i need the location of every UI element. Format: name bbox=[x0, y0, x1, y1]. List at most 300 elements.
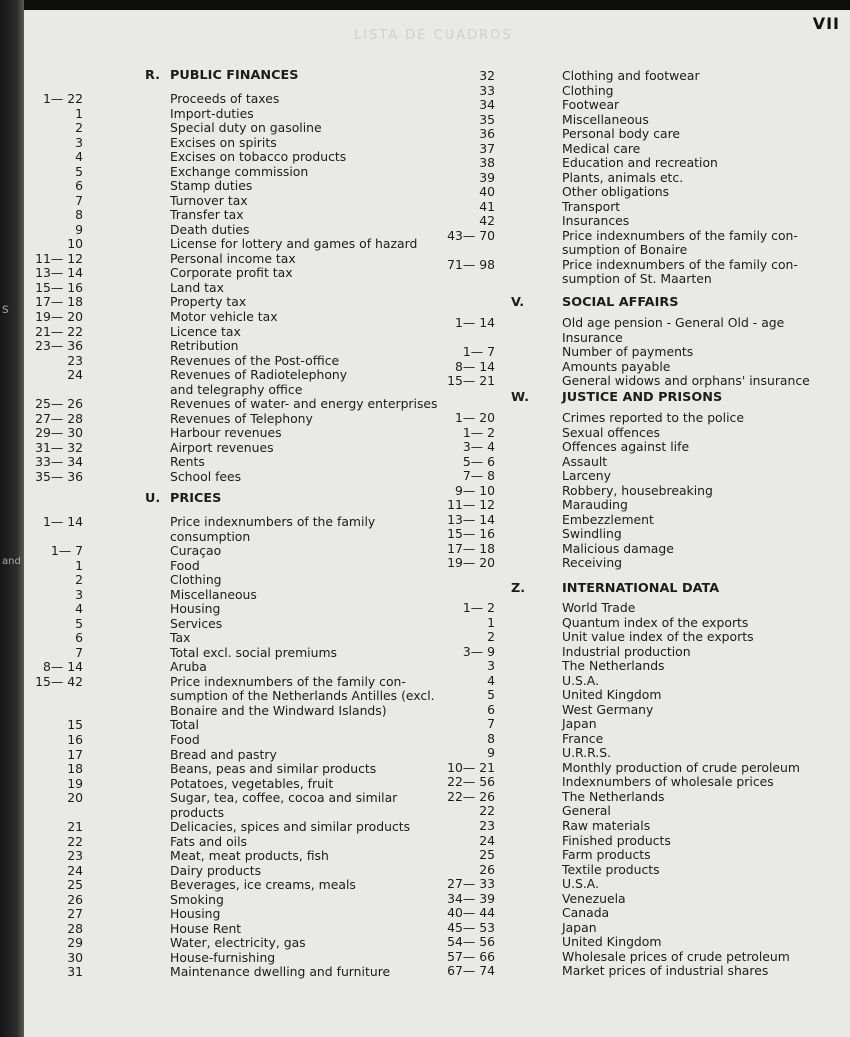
table-number: 24 bbox=[67, 862, 83, 878]
margin-mark: s bbox=[2, 302, 9, 317]
table-number: 3 bbox=[487, 658, 495, 674]
table-number: 37 bbox=[479, 140, 495, 156]
table-title: Maintenance dwelling and furniture bbox=[170, 964, 391, 980]
table-number: 1— 20 bbox=[455, 410, 495, 425]
document-page bbox=[24, 10, 850, 1037]
table-number: 4 bbox=[75, 149, 83, 165]
table-number: 10 bbox=[67, 236, 83, 252]
table-title: Venezuela bbox=[562, 890, 626, 906]
table-number: 25 bbox=[479, 847, 495, 862]
table-title: Finished products bbox=[562, 832, 671, 848]
table-entry bbox=[24, 98, 850, 113]
table-number: 31— 32 bbox=[35, 439, 83, 455]
table-title: Robbery, housebreaking bbox=[562, 482, 713, 498]
table-entry bbox=[24, 921, 850, 936]
table-entry bbox=[24, 229, 850, 244]
table-title: Transfer tax bbox=[170, 207, 244, 223]
table-number: 38 bbox=[479, 155, 495, 171]
table-entry bbox=[24, 345, 850, 360]
table-number: 15— 16 bbox=[447, 526, 495, 542]
table-number: 34— 39 bbox=[447, 890, 495, 906]
table-title: Exchange commission bbox=[170, 163, 309, 179]
table-title: Miscellaneous bbox=[562, 111, 649, 127]
table-entry bbox=[24, 761, 850, 776]
table-entry bbox=[24, 426, 850, 441]
table-number: 15— 16 bbox=[35, 279, 83, 295]
table-number: 4 bbox=[75, 601, 83, 617]
table-title: Amounts payable bbox=[562, 358, 671, 374]
table-title: Property tax bbox=[170, 294, 247, 310]
table-title: Aruba bbox=[170, 659, 207, 675]
table-entry bbox=[24, 717, 850, 732]
table-number: 4 bbox=[487, 672, 495, 688]
table-entry bbox=[24, 935, 850, 950]
table-entry bbox=[24, 498, 850, 513]
table-title: Farm products bbox=[562, 847, 651, 862]
table-entry bbox=[24, 527, 850, 542]
table-title: Malicious damage bbox=[562, 540, 674, 556]
section-letter: Z. bbox=[511, 581, 526, 596]
table-title: Special duty on gasoline bbox=[170, 120, 322, 136]
table-number: 26 bbox=[67, 891, 83, 907]
table-title: Beans, peas and similar products bbox=[170, 761, 377, 776]
table-title: License for lottery and games of hazard bbox=[170, 236, 418, 252]
table-title: Services bbox=[170, 615, 223, 631]
table-title: Footwear bbox=[562, 97, 620, 113]
table-title: The Netherlands bbox=[562, 658, 665, 674]
table-entry bbox=[24, 834, 850, 849]
table-number: 22 bbox=[67, 833, 83, 849]
table-title: Education and recreation bbox=[562, 155, 718, 171]
table-title: Total bbox=[170, 717, 199, 733]
table-title: Swindling bbox=[562, 526, 622, 542]
table-number: 1 bbox=[487, 614, 495, 630]
table-number: 67— 74 bbox=[447, 963, 495, 979]
table-number: 35— 36 bbox=[35, 468, 83, 484]
table-number: 8 bbox=[487, 730, 495, 746]
table-title: Curaçao bbox=[170, 543, 222, 559]
table-number: 7 bbox=[487, 716, 495, 732]
table-title: Revenues of water- and energy enterprises bbox=[170, 396, 438, 412]
table-title: Harbour revenues bbox=[170, 425, 282, 441]
table-number: 29— 30 bbox=[35, 425, 83, 441]
table-title: Old age pension - General Old - age bbox=[562, 315, 785, 330]
table-number: 5 bbox=[487, 687, 495, 703]
table-entry bbox=[24, 69, 850, 84]
table-title: Licence tax bbox=[170, 323, 241, 339]
table-title: Death duties bbox=[170, 221, 250, 237]
table-title: Number of payments bbox=[562, 344, 694, 360]
table-number: 30 bbox=[67, 949, 83, 965]
table-number: 3 bbox=[75, 134, 83, 150]
table-title: West Germany bbox=[562, 701, 654, 717]
table-number: 22— 56 bbox=[447, 774, 495, 790]
table-number: 5 bbox=[75, 163, 83, 179]
table-title: Land tax bbox=[170, 279, 224, 295]
table-entry bbox=[24, 484, 850, 499]
table-number: 1— 7 bbox=[462, 344, 495, 360]
table-title: Potatoes, vegetables, fruit bbox=[170, 775, 334, 791]
table-entry bbox=[24, 804, 850, 819]
table-title: Indexnumbers of wholesale prices bbox=[562, 774, 774, 790]
table-title: Clothing and footwear bbox=[562, 68, 700, 83]
table-title: Sugar, tea, coffee, cocoa and similar bbox=[170, 790, 398, 806]
table-title: Embezzlement bbox=[562, 511, 654, 527]
table-title: sumption of St. Maarten bbox=[562, 271, 712, 287]
table-number: 23— 36 bbox=[35, 338, 83, 353]
table-number: 23 bbox=[479, 818, 495, 833]
table-entry bbox=[24, 659, 850, 674]
table-title: Personal body care bbox=[562, 126, 681, 142]
table-entry bbox=[24, 411, 850, 426]
table-entry bbox=[24, 185, 850, 200]
table-title: Quantum index of the exports bbox=[562, 614, 749, 630]
table-number: 1— 14 bbox=[43, 514, 83, 529]
contents-column-right bbox=[24, 10, 850, 1037]
table-number: 41 bbox=[479, 198, 495, 214]
table-number: 5 bbox=[75, 615, 83, 631]
table-number: 6 bbox=[75, 178, 83, 194]
table-number: 5— 6 bbox=[462, 453, 495, 469]
table-number: 9 bbox=[75, 221, 83, 237]
table-number: 20 bbox=[67, 790, 83, 806]
section-title: SOCIAL AFFAIRS bbox=[562, 295, 679, 310]
table-number: 19— 20 bbox=[447, 555, 495, 571]
table-title: Price indexnumbers of the family con- bbox=[562, 227, 798, 243]
table-title: Price indexnumbers of the family bbox=[170, 514, 376, 529]
table-title: Textile products bbox=[562, 861, 660, 877]
table-number: 7— 8 bbox=[462, 468, 495, 484]
table-title: Offences against life bbox=[562, 439, 690, 455]
table-number: 33— 34 bbox=[35, 454, 83, 470]
table-entry bbox=[24, 200, 850, 215]
table-entry bbox=[24, 863, 850, 878]
table-number: 2 bbox=[75, 572, 83, 588]
table-entry bbox=[24, 645, 850, 660]
table-number: 13— 14 bbox=[35, 265, 83, 281]
table-title: U.S.A. bbox=[562, 672, 600, 688]
table-title: France bbox=[562, 730, 604, 746]
table-entry bbox=[24, 616, 850, 631]
table-entry bbox=[24, 819, 850, 834]
table-entry bbox=[24, 630, 850, 645]
table-title: Medical care bbox=[562, 140, 641, 156]
table-title: Housing bbox=[170, 906, 221, 922]
section-title: PRICES bbox=[170, 491, 222, 506]
table-number: 17 bbox=[67, 746, 83, 762]
table-number: 34 bbox=[479, 97, 495, 113]
table-number: 45— 53 bbox=[447, 919, 495, 935]
table-number: 8 bbox=[75, 207, 83, 223]
table-number: 32 bbox=[479, 68, 495, 83]
table-title: Import-duties bbox=[170, 105, 254, 121]
table-entry bbox=[24, 556, 850, 571]
table-title: Bread and pastry bbox=[170, 746, 277, 762]
section-heading bbox=[24, 295, 850, 311]
table-entry bbox=[24, 360, 850, 375]
section-letter: U. bbox=[145, 491, 161, 506]
table-title: General bbox=[562, 803, 611, 819]
table-entry bbox=[24, 455, 850, 470]
table-number: 15 bbox=[67, 717, 83, 733]
table-title: Excises on spirits bbox=[170, 134, 277, 150]
table-title: World Trade bbox=[562, 600, 636, 615]
table-number: 26 bbox=[479, 861, 495, 877]
table-entry bbox=[24, 790, 850, 805]
table-number: 25— 26 bbox=[35, 396, 83, 412]
page-number: VII bbox=[812, 14, 840, 33]
table-number: 6 bbox=[487, 701, 495, 717]
table-entry bbox=[24, 258, 850, 273]
table-title: Raw materials bbox=[562, 818, 651, 833]
table-entry bbox=[24, 732, 850, 747]
table-title: Turnover tax bbox=[170, 192, 248, 208]
table-title: Wholesale prices of crude petroleum bbox=[562, 948, 790, 964]
margin-word: and bbox=[2, 556, 21, 567]
table-entry bbox=[24, 513, 850, 528]
table-number: 15— 21 bbox=[447, 373, 495, 389]
table-title: The Netherlands bbox=[562, 788, 665, 804]
section-heading bbox=[24, 390, 850, 406]
table-number: 17— 18 bbox=[447, 540, 495, 556]
table-title: consumption bbox=[170, 528, 251, 544]
table-title: Miscellaneous bbox=[170, 586, 257, 602]
table-number: 1— 2 bbox=[462, 424, 495, 440]
table-title: Retribution bbox=[170, 338, 239, 353]
table-title: Crimes reported to the police bbox=[562, 410, 744, 425]
table-number: 36 bbox=[479, 126, 495, 142]
table-number: 17— 18 bbox=[35, 294, 83, 310]
table-title: sumption of the Netherlands Antilles (excl. bbox=[170, 688, 435, 704]
table-number: 11— 12 bbox=[35, 250, 83, 266]
table-number: 22 bbox=[479, 803, 495, 819]
table-number: 33 bbox=[479, 82, 495, 98]
table-number: 40— 44 bbox=[447, 905, 495, 921]
table-title: General widows and orphans' insurance bbox=[562, 373, 810, 389]
table-title: Food bbox=[170, 557, 200, 573]
table-entry bbox=[24, 906, 850, 921]
table-title: Insurance bbox=[562, 329, 623, 345]
table-title: Beverages, ice creams, meals bbox=[170, 877, 356, 893]
table-title: Canada bbox=[562, 905, 610, 921]
table-title: Proceeds of taxes bbox=[170, 91, 280, 106]
table-number: 40 bbox=[479, 184, 495, 200]
section-heading bbox=[24, 581, 850, 597]
table-title: U.R.R.S. bbox=[562, 745, 612, 761]
table-title: Corporate profit tax bbox=[170, 265, 293, 281]
table-number: 10— 21 bbox=[447, 759, 495, 775]
table-entry bbox=[24, 374, 850, 389]
table-title: Tax bbox=[170, 630, 191, 646]
table-entry bbox=[24, 892, 850, 907]
table-number: 9— 10 bbox=[455, 482, 495, 498]
table-number: 27 bbox=[67, 906, 83, 922]
table-title: Receiving bbox=[562, 555, 623, 571]
table-number: 23 bbox=[67, 352, 83, 368]
table-number: 39 bbox=[479, 169, 495, 185]
table-number: 3— 4 bbox=[462, 439, 495, 455]
table-title: Excises on tobacco products bbox=[170, 149, 347, 165]
section-letter: W. bbox=[511, 390, 529, 405]
table-number: 1 bbox=[75, 557, 83, 573]
table-title: sumption of Bonaire bbox=[562, 242, 688, 258]
table-title: Price indexnumbers of the family con- bbox=[170, 673, 406, 689]
table-title: Transport bbox=[562, 198, 621, 214]
table-title: Revenues of the Post-office bbox=[170, 352, 340, 368]
section-title: PUBLIC FINANCES bbox=[170, 68, 299, 83]
table-title: Housing bbox=[170, 601, 221, 617]
table-entry bbox=[24, 142, 850, 157]
table-title: School fees bbox=[170, 468, 242, 484]
table-title: Sexual offences bbox=[562, 424, 660, 440]
table-title: Price indexnumbers of the family con- bbox=[562, 256, 798, 272]
table-number: 9 bbox=[487, 745, 495, 761]
table-title: Industrial production bbox=[562, 643, 691, 659]
table-title: Other obligations bbox=[562, 184, 670, 200]
table-number: 25 bbox=[67, 877, 83, 893]
table-title: Dairy products bbox=[170, 862, 262, 878]
table-number: 6 bbox=[75, 630, 83, 646]
table-number: 1— 2 bbox=[462, 600, 495, 615]
section-title: JUSTICE AND PRISONS bbox=[562, 390, 723, 405]
section-letter: V. bbox=[511, 295, 525, 310]
table-number: 24 bbox=[67, 367, 83, 383]
table-entry bbox=[24, 214, 850, 229]
table-title: Smoking bbox=[170, 891, 224, 907]
table-title: and telegraphy office bbox=[170, 381, 303, 397]
table-number: 27— 28 bbox=[35, 410, 83, 426]
table-number: 1— 7 bbox=[50, 543, 83, 559]
table-title: Unit value index of the exports bbox=[562, 629, 754, 645]
table-number: 11— 12 bbox=[447, 497, 495, 513]
table-number: 57— 66 bbox=[447, 948, 495, 964]
table-title: Meat, meat products, fish bbox=[170, 848, 329, 864]
section-letter: R. bbox=[145, 68, 160, 83]
table-number: 2 bbox=[75, 120, 83, 136]
table-title: Revenues of Radiotelephony bbox=[170, 367, 348, 383]
table-title: Personal income tax bbox=[170, 250, 296, 266]
table-number: 7 bbox=[75, 644, 83, 660]
table-title: Japan bbox=[562, 716, 597, 732]
table-title: Airport revenues bbox=[170, 439, 274, 455]
table-entry bbox=[24, 775, 850, 790]
table-entry bbox=[24, 964, 850, 979]
table-entry bbox=[24, 331, 850, 346]
bleed-through-heading: LISTA DE CUADROS bbox=[354, 28, 513, 43]
table-title: House-furnishing bbox=[170, 949, 276, 965]
table-number: 28 bbox=[67, 920, 83, 936]
table-number: 18 bbox=[67, 761, 83, 776]
table-entry bbox=[24, 84, 850, 99]
table-number: 42 bbox=[479, 213, 495, 229]
table-title: Food bbox=[170, 732, 200, 747]
table-number: 71— 98 bbox=[447, 256, 495, 272]
table-number: 23 bbox=[67, 848, 83, 864]
table-entry bbox=[24, 688, 850, 703]
table-number: 29 bbox=[67, 935, 83, 951]
table-entry bbox=[24, 127, 850, 142]
table-entry bbox=[24, 877, 850, 892]
table-number: 21— 22 bbox=[35, 323, 83, 339]
table-number: 27— 33 bbox=[447, 876, 495, 892]
table-entry bbox=[24, 272, 850, 287]
table-number: 3— 9 bbox=[462, 643, 495, 659]
table-entry bbox=[24, 171, 850, 186]
table-entry bbox=[24, 316, 850, 331]
table-title: House Rent bbox=[170, 920, 242, 936]
table-title: Insurances bbox=[562, 213, 630, 229]
table-number: 13— 14 bbox=[447, 511, 495, 527]
table-entry bbox=[24, 542, 850, 557]
table-number: 19— 20 bbox=[35, 308, 83, 324]
table-number: 8— 14 bbox=[455, 358, 495, 374]
table-title: Bonaire and the Windward Islands) bbox=[170, 702, 387, 718]
table-number: 43— 70 bbox=[447, 227, 495, 243]
table-entry bbox=[24, 440, 850, 455]
table-entry bbox=[24, 674, 850, 689]
table-number: 1 bbox=[75, 105, 83, 121]
table-title: Clothing bbox=[562, 82, 614, 98]
table-entry bbox=[24, 746, 850, 761]
table-entry bbox=[24, 156, 850, 171]
table-number: 1— 22 bbox=[43, 91, 83, 106]
table-title: Larceny bbox=[562, 468, 611, 484]
table-number: 15— 42 bbox=[35, 673, 83, 689]
table-entry bbox=[24, 469, 850, 484]
table-number: 8— 14 bbox=[43, 659, 83, 675]
table-number: 19 bbox=[67, 775, 83, 791]
table-title: United Kingdom bbox=[562, 687, 662, 703]
table-number: 16 bbox=[67, 732, 83, 747]
table-title: Clothing bbox=[170, 572, 222, 588]
table-title: Motor vehicle tax bbox=[170, 308, 278, 324]
table-number: 35 bbox=[479, 111, 495, 127]
table-title: products bbox=[170, 804, 225, 820]
table-entry bbox=[24, 243, 850, 258]
table-title: Delicacies, spices and similar products bbox=[170, 819, 411, 835]
table-number: 3 bbox=[75, 586, 83, 602]
table-entry bbox=[24, 703, 850, 718]
table-number: 2 bbox=[487, 629, 495, 645]
table-entry bbox=[24, 950, 850, 965]
table-number: 24 bbox=[479, 832, 495, 848]
table-title: Total excl. social premiums bbox=[170, 644, 337, 660]
table-title: Revenues of Telephony bbox=[170, 410, 313, 426]
table-number: 54— 56 bbox=[447, 934, 495, 950]
table-title: United Kingdom bbox=[562, 934, 662, 950]
table-entry bbox=[24, 601, 850, 616]
table-title: Water, electricity, gas bbox=[170, 935, 306, 951]
table-title: Fats and oils bbox=[170, 833, 248, 849]
table-title: Rents bbox=[170, 454, 205, 470]
section-title: INTERNATIONAL DATA bbox=[562, 581, 720, 596]
table-number: 31 bbox=[67, 964, 83, 980]
table-entry bbox=[24, 113, 850, 128]
table-title: U.S.A. bbox=[562, 876, 600, 892]
table-number: 21 bbox=[67, 819, 83, 835]
table-title: Stamp duties bbox=[170, 178, 253, 194]
table-entry bbox=[24, 848, 850, 863]
table-title: Monthly production of crude peroleum bbox=[562, 759, 800, 775]
table-title: Market prices of industrial shares bbox=[562, 963, 769, 979]
table-title: Assault bbox=[562, 453, 608, 469]
table-title: Japan bbox=[562, 919, 597, 935]
table-title: Marauding bbox=[562, 497, 628, 513]
table-number: 22— 26 bbox=[447, 788, 495, 804]
table-number: 1— 14 bbox=[455, 315, 495, 330]
table-title: Plants, animals etc. bbox=[562, 169, 684, 185]
page-binding-edge bbox=[0, 0, 24, 1037]
